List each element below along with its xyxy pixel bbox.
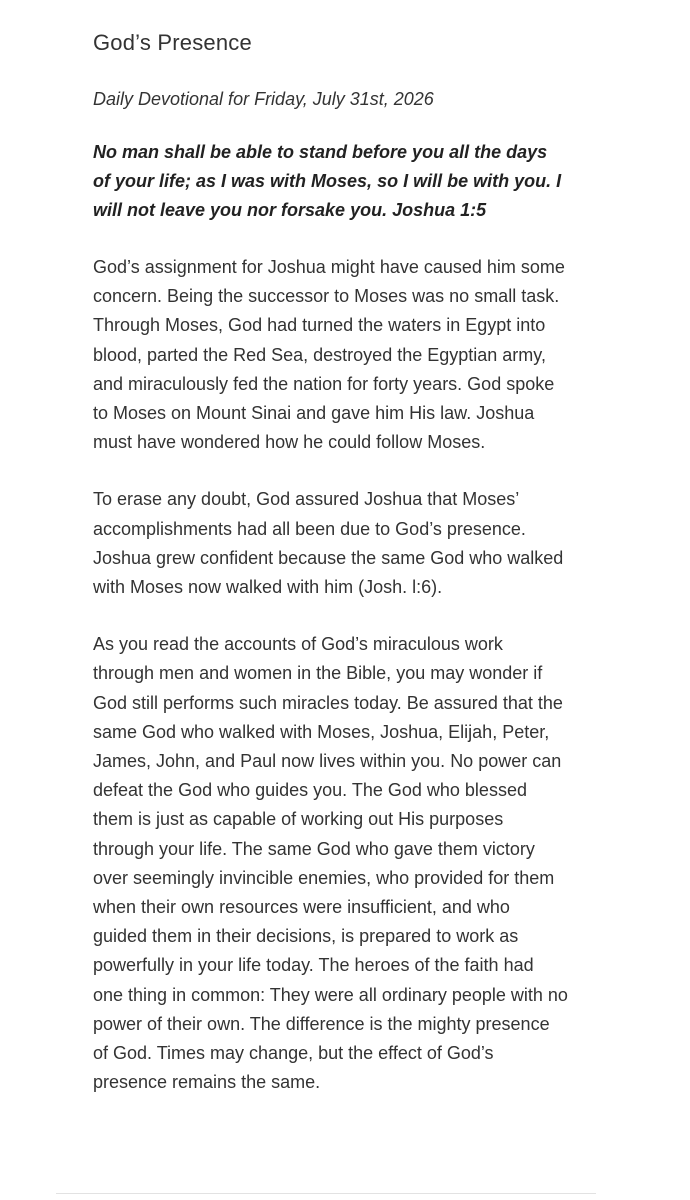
footer-divider — [56, 1193, 596, 1194]
body-paragraph-1: God’s assignment for Joshua might have caused him some concern. Being the successor to Moses was no small task. Through Moses, God had turned the waters in Egypt into blood, parted the Red Sea, destroyed the Egyptian army, and miraculously fed the nation for forty years. God spoke to Moses on Mount Sinai and gave him His law. Joshua must have wondered how he could follow Moses. — [93, 257, 565, 453]
scripture-verse: No man shall be able to stand before you all the days of your life; as I was with Moses, so I will be with you. I will not leave you nor forsake you. Joshua 1:5 — [93, 142, 562, 220]
devotional-date: Daily Devotional for Friday, July 31st, 2026 — [93, 89, 434, 109]
body-paragraph-3: As you read the accounts of God’s miraculous work through men and women in the Bible, you may wonder if God still performs such miracles today. Be assured that the same God who walked with Moses, Joshua, Elijah, Peter, James, John, and Paul now lives within you. No power can defeat the God who guides you. The God who blessed them is just as capable of working out His purposes through your life. The same God who gave them victory over seemingly invincible enemies, who provided for them when their own resources were insufficient, and who guided them in their decisions, is prepared to work as powerfully in your life today. The heroes of the faith had one thing in common: They were all ordinary people with no power of their own. The difference is the mighty presence of God. Times may change, but the effect of God’s presence remains the same. — [93, 634, 568, 1093]
body-paragraph-2: To erase any doubt, God assured Joshua that Moses’ accomplishments had all been due to God’s presence. Joshua grew confident because the same God who walked with Moses now walked with him (Josh. l:6). — [93, 489, 564, 598]
page-title: God’s Presence — [93, 30, 252, 55]
devotional-article — [93, 26, 568, 1125]
